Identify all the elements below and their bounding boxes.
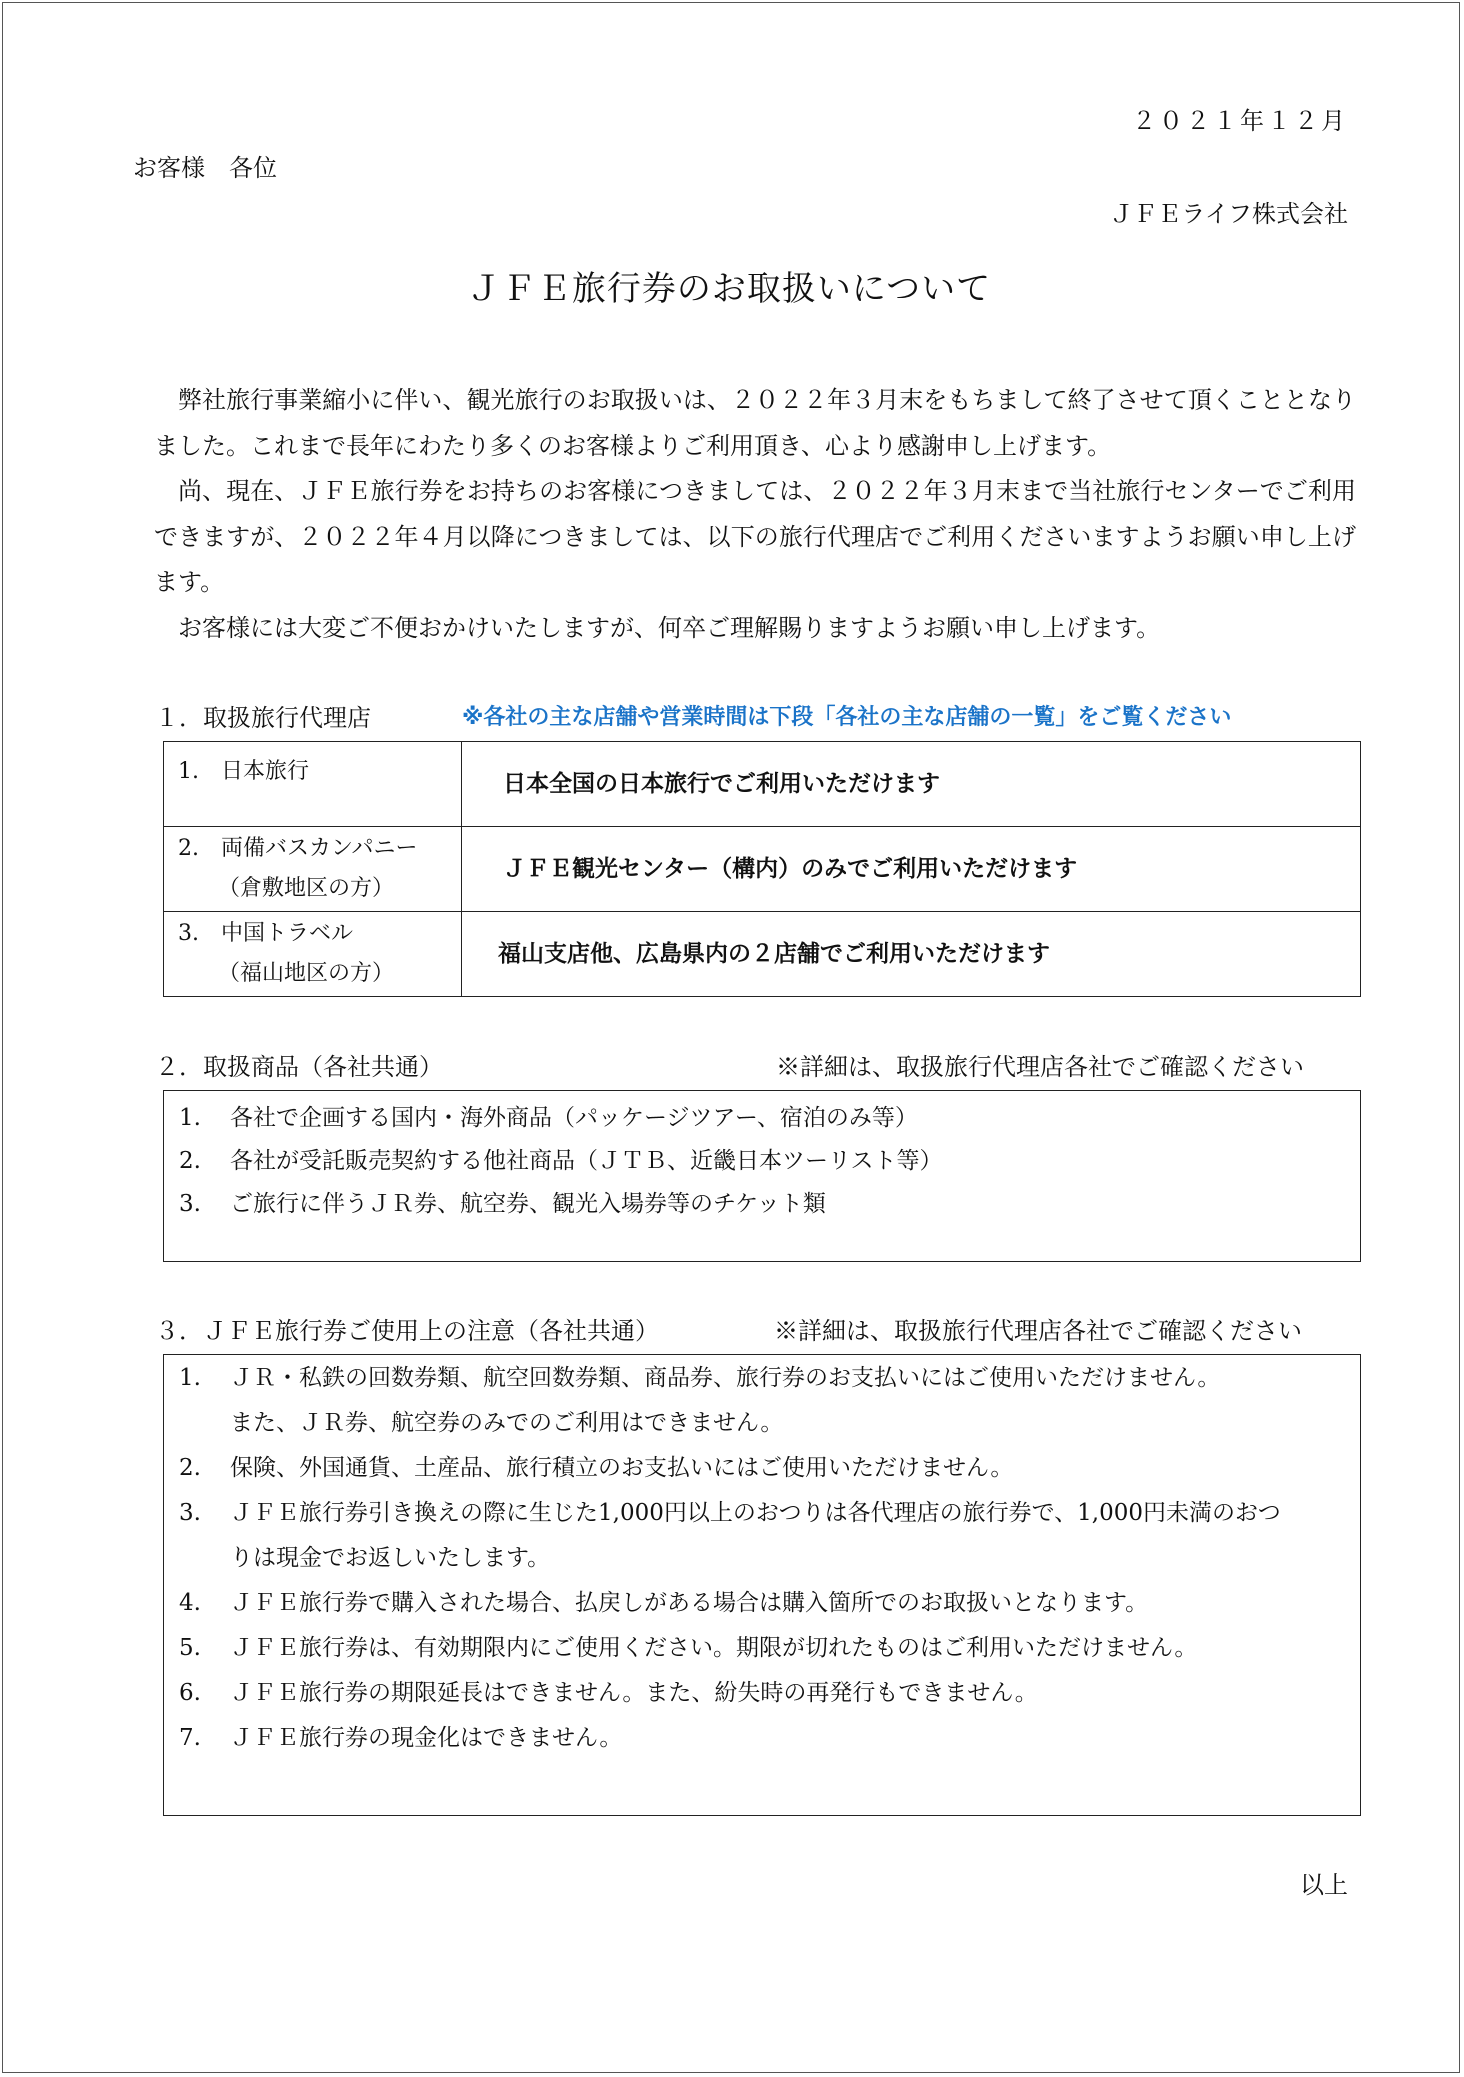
section2-note: ※詳細は、取扱旅行代理店各社でご確認ください [776, 1053, 1304, 1081]
agency-desc-cell [462, 742, 1361, 827]
body-text [154, 378, 1356, 651]
products-box: 1. 各社で企画する国内・海外商品（パッケージツアー、宿泊のみ等） 2. 各社が受託販売契約する他社商品（ＪＴＢ、近畿日本ツーリスト等） 3. ご旅行に伴うＪＲ券、航空券、観光入場券等のチケット類 [163, 1090, 1361, 1262]
agency-desc-cell [462, 912, 1361, 997]
table-row [164, 827, 1361, 912]
agency-description: 日本全国の日本旅行でご利用いただけます [503, 771, 940, 797]
agency-desc-cell [462, 827, 1361, 912]
body-paragraph: お客様には大変ご不便おかけいたしますが、何卒ご理解賜りますようお願い申し上げます。 [178, 613, 1161, 642]
agency-name-cell [164, 742, 462, 827]
section1-heading: １．取扱旅行代理店 [155, 704, 371, 732]
agency-area: （倉敷地区の方） [218, 876, 395, 901]
agency-table [163, 741, 1361, 997]
agency-name-cell [164, 827, 462, 912]
closing-mark: 以上 [1300, 1871, 1348, 1899]
section1-note: ※各社の主な店舗や営業時間は下段「各社の主な店舗の一覧」をご覧ください [462, 705, 1232, 730]
document-date: ２０２１年１２月 [1132, 107, 1348, 135]
agency-name: 3. 中国トラベル [178, 921, 353, 946]
agency-description: 福山支店他、広島県内の２店舗でご利用いただけます [498, 941, 1050, 967]
section3-heading: ３．ＪＦＥ旅行券ご使用上の注意（各社共通） [155, 1317, 659, 1345]
agency-name: 2. 両備バスカンパニー [178, 836, 418, 861]
agency-area: （福山地区の方） [218, 961, 395, 986]
recipient: お客様 各位 [133, 154, 277, 182]
section2-heading: ２．取扱商品（各社共通） [155, 1053, 443, 1081]
table-row [164, 912, 1361, 997]
document-title: ＪＦＥ旅行券のお取扱いについて [466, 269, 992, 309]
section3-note: ※詳細は、取扱旅行代理店各社でご確認ください [774, 1317, 1302, 1345]
agency-name: 1. 日本旅行 [178, 759, 309, 784]
table-row [164, 742, 1361, 827]
company-name: ＪＦＥライフ株式会社 [1109, 200, 1348, 228]
agency-description: ＪＦＥ観光センター（構内）のみでご利用いただけます [503, 856, 1078, 882]
cautions-box: 1. ＪＲ・私鉄の回数券類、航空回数券類、商品券、旅行券のお支払いにはご使用いただけません。 また、ＪＲ券、航空券のみでのご利用はできません。 2. 保険、外国通貨、土産品、旅行積立のお支払いにはご使用いただけません。 3. ＪＦＥ旅行券引き換えの際に生じた1,000円以上のおつりは各代理店の旅行券で、1,000円未満のおつ りは現金でお返しいたします。 4. ＪＦＥ旅行券で購入された場合、払戻しがある場合は購入箇所でのお取扱いとなります。 5. ＪＦＥ旅行券は、有効期限内にご使用ください。期限が切れたものはご利用いただけません。 6. ＪＦＥ旅行券の期限延長はできません。また、紛失時の再発行もできません。 7. ＪＦＥ旅行券の現金化はできません。 [163, 1354, 1361, 1816]
body-paragraph: 弊社旅行事業縮小に伴い、観光旅行のお取扱いは、２０２２年３月末をもちまして終了させて頂くこととなりました。これまで長年にわたり多くのお客様よりご利用頂き、心より感謝申し上げます。 [154, 386, 1356, 460]
body-paragraph: 尚、現在、ＪＦＥ旅行券をお持ちのお客様につきましては、２０２２年３月末まで当社旅行センターでご利用できますが、２０２２年４月以降につきましては、以下の旅行代理店でご利用くださいますようお願い申し上げます。 [154, 477, 1356, 596]
agency-name-cell [164, 912, 462, 997]
